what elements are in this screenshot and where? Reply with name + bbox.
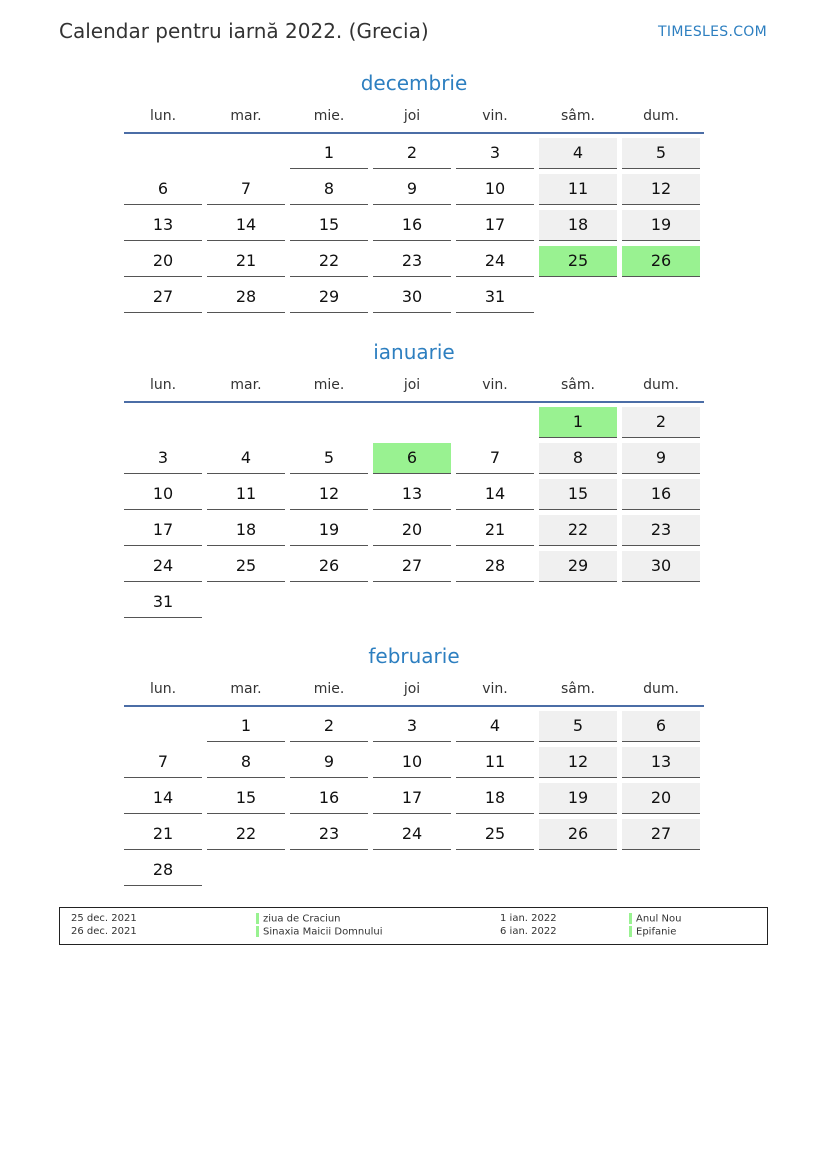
month-block [124,68,704,313]
weekday-label: sâm. [561,681,595,697]
day-cell[interactable]: 20 [622,783,700,814]
holiday-legend [59,907,768,945]
empty-cell [124,407,202,438]
day-cell[interactable]: 24 [456,246,534,277]
day-cell[interactable]: 31 [456,282,534,313]
brand-link[interactable]: TIMESLES.COM [658,24,767,40]
empty-cell [207,138,285,169]
day-cell[interactable]: 17 [373,783,451,814]
legend-marker [629,926,632,937]
legend-marker [629,913,632,924]
day-cell[interactable]: 4 [539,138,617,169]
day-cell[interactable]: 19 [622,210,700,241]
day-cell[interactable]: 22 [207,819,285,850]
weekday-label: dum. [643,108,679,124]
day-cell[interactable]: 1 [290,138,368,169]
day-cell[interactable]: 5 [622,138,700,169]
empty-cell [207,407,285,438]
weekday-label: sâm. [561,108,595,124]
day-cell[interactable]: 11 [456,747,534,778]
day-cell[interactable]: 16 [290,783,368,814]
day-grid [124,138,704,313]
day-cell[interactable]: 14 [124,783,202,814]
empty-cell [622,282,700,313]
day-cell[interactable]: 17 [124,515,202,546]
day-cell[interactable]: 21 [456,515,534,546]
day-cell[interactable]: 15 [539,479,617,510]
empty-cell [290,587,368,618]
empty-cell [622,587,700,618]
day-cell[interactable]: 10 [124,479,202,510]
day-cell[interactable]: 23 [290,819,368,850]
day-cell[interactable]: 3 [373,711,451,742]
day-cell[interactable]: 10 [373,747,451,778]
day-cell[interactable]: 9 [622,443,700,474]
weekday-label: mar. [230,377,262,393]
page-title: Calendar pentru iarnă 2022. (Grecia) [59,19,429,43]
day-cell[interactable]: 24 [373,819,451,850]
day-cell[interactable]: 22 [539,515,617,546]
day-cell[interactable]: 23 [373,246,451,277]
day-cell[interactable]: 3 [456,138,534,169]
day-cell[interactable]: 16 [622,479,700,510]
day-cell[interactable]: 5 [539,711,617,742]
legend-marker [256,913,259,924]
weekday-header [124,671,704,707]
day-cell[interactable]: 20 [373,515,451,546]
day-cell[interactable]: 3 [124,443,202,474]
day-cell[interactable]: 26 [539,819,617,850]
day-cell[interactable]: 16 [373,210,451,241]
header-rule [124,705,704,707]
weekday-header [124,367,704,403]
header-rule [124,401,704,403]
day-cell[interactable]: 29 [290,282,368,313]
empty-cell [539,587,617,618]
day-cell[interactable]: 19 [290,515,368,546]
day-cell[interactable]: 1 [539,407,617,438]
legend-holiday-name: Epifanie [629,926,676,938]
day-grid [124,407,704,618]
empty-cell [456,407,534,438]
weekday-label: vin. [482,377,508,393]
day-cell[interactable]: 28 [207,282,285,313]
day-cell[interactable]: 12 [622,174,700,205]
day-cell[interactable]: 15 [290,210,368,241]
empty-cell [622,855,700,886]
weekday-label: sâm. [561,377,595,393]
empty-cell [373,855,451,886]
month-title: ianuarie [373,340,455,364]
weekday-label: vin. [482,681,508,697]
day-cell[interactable]: 21 [207,246,285,277]
weekday-label: lun. [149,681,177,697]
day-cell[interactable]: 17 [456,210,534,241]
day-cell[interactable]: 7 [456,443,534,474]
legend-marker [256,926,259,937]
weekday-header [124,98,704,134]
empty-cell [456,587,534,618]
day-cell[interactable]: 14 [456,479,534,510]
day-cell[interactable]: 29 [539,551,617,582]
legend-holiday-name: Sinaxia Maicii Domnului [256,926,383,938]
empty-cell [539,282,617,313]
day-cell[interactable]: 4 [207,443,285,474]
empty-cell [373,587,451,618]
empty-cell [456,855,534,886]
day-cell[interactable]: 30 [622,551,700,582]
legend-date: 1 ian. 2022 [500,913,557,924]
month-title: decembrie [360,71,468,95]
empty-cell [124,138,202,169]
weekday-label: joi [403,377,421,393]
day-cell[interactable]: 9 [373,174,451,205]
day-cell[interactable]: 27 [622,819,700,850]
weekday-label: lun. [149,108,177,124]
empty-cell [207,855,285,886]
header-rule [124,132,704,134]
day-cell[interactable]: 22 [290,246,368,277]
weekday-label: dum. [643,377,679,393]
day-cell[interactable]: 27 [373,551,451,582]
day-cell[interactable]: 18 [207,515,285,546]
empty-cell [539,855,617,886]
weekday-label: mar. [230,681,262,697]
empty-cell [124,711,202,742]
day-cell[interactable]: 13 [124,210,202,241]
day-cell[interactable]: 8 [539,443,617,474]
weekday-label: mie. [313,377,345,393]
month-block [124,641,704,886]
day-cell[interactable]: 12 [539,747,617,778]
legend-date: 6 ian. 2022 [500,926,557,937]
weekday-label: vin. [482,108,508,124]
weekday-label: joi [403,108,421,124]
day-cell[interactable]: 11 [207,479,285,510]
day-cell[interactable]: 21 [124,819,202,850]
day-cell[interactable]: 18 [456,783,534,814]
day-cell[interactable]: 6 [622,711,700,742]
day-cell[interactable]: 13 [373,479,451,510]
day-cell[interactable]: 6 [124,174,202,205]
day-cell[interactable]: 2 [290,711,368,742]
day-cell[interactable]: 19 [539,783,617,814]
day-cell[interactable]: 1 [207,711,285,742]
legend-date: 26 dec. 2021 [71,926,137,937]
day-cell[interactable]: 7 [207,174,285,205]
day-cell[interactable]: 14 [207,210,285,241]
day-cell[interactable]: 12 [290,479,368,510]
day-cell[interactable]: 28 [124,855,202,886]
day-cell[interactable]: 26 [290,551,368,582]
day-cell[interactable]: 18 [539,210,617,241]
day-cell[interactable]: 8 [207,747,285,778]
day-cell[interactable]: 13 [622,747,700,778]
weekday-label: mar. [230,108,262,124]
weekday-label: dum. [643,681,679,697]
day-cell[interactable]: 5 [290,443,368,474]
day-cell[interactable]: 11 [539,174,617,205]
day-cell[interactable]: 8 [290,174,368,205]
empty-cell [290,855,368,886]
weekday-label: lun. [149,377,177,393]
legend-date: 25 dec. 2021 [71,913,137,924]
day-cell[interactable]: 30 [373,282,451,313]
day-cell[interactable]: 27 [124,282,202,313]
day-cell[interactable]: 26 [622,246,700,277]
legend-holiday-name: ziua de Craciun [256,913,341,925]
day-cell[interactable]: 15 [207,783,285,814]
day-cell[interactable]: 2 [373,138,451,169]
day-cell[interactable]: 25 [456,819,534,850]
empty-cell [373,407,451,438]
day-cell[interactable]: 6 [373,443,451,474]
weekday-label: mie. [313,681,345,697]
day-cell[interactable]: 25 [539,246,617,277]
month-title: februarie [368,644,460,668]
day-cell[interactable]: 20 [124,246,202,277]
day-cell[interactable]: 10 [456,174,534,205]
empty-cell [207,587,285,618]
empty-cell [290,407,368,438]
day-cell[interactable]: 23 [622,515,700,546]
weekday-label: joi [403,681,421,697]
day-cell[interactable]: 4 [456,711,534,742]
day-cell[interactable]: 28 [456,551,534,582]
day-cell[interactable]: 9 [290,747,368,778]
legend-holiday-name: Anul Nou [629,913,681,925]
day-grid [124,711,704,886]
weekday-label: mie. [313,108,345,124]
day-cell[interactable]: 7 [124,747,202,778]
day-cell[interactable]: 31 [124,587,202,618]
day-cell[interactable]: 25 [207,551,285,582]
day-cell[interactable]: 24 [124,551,202,582]
month-block [124,337,704,618]
day-cell[interactable]: 2 [622,407,700,438]
